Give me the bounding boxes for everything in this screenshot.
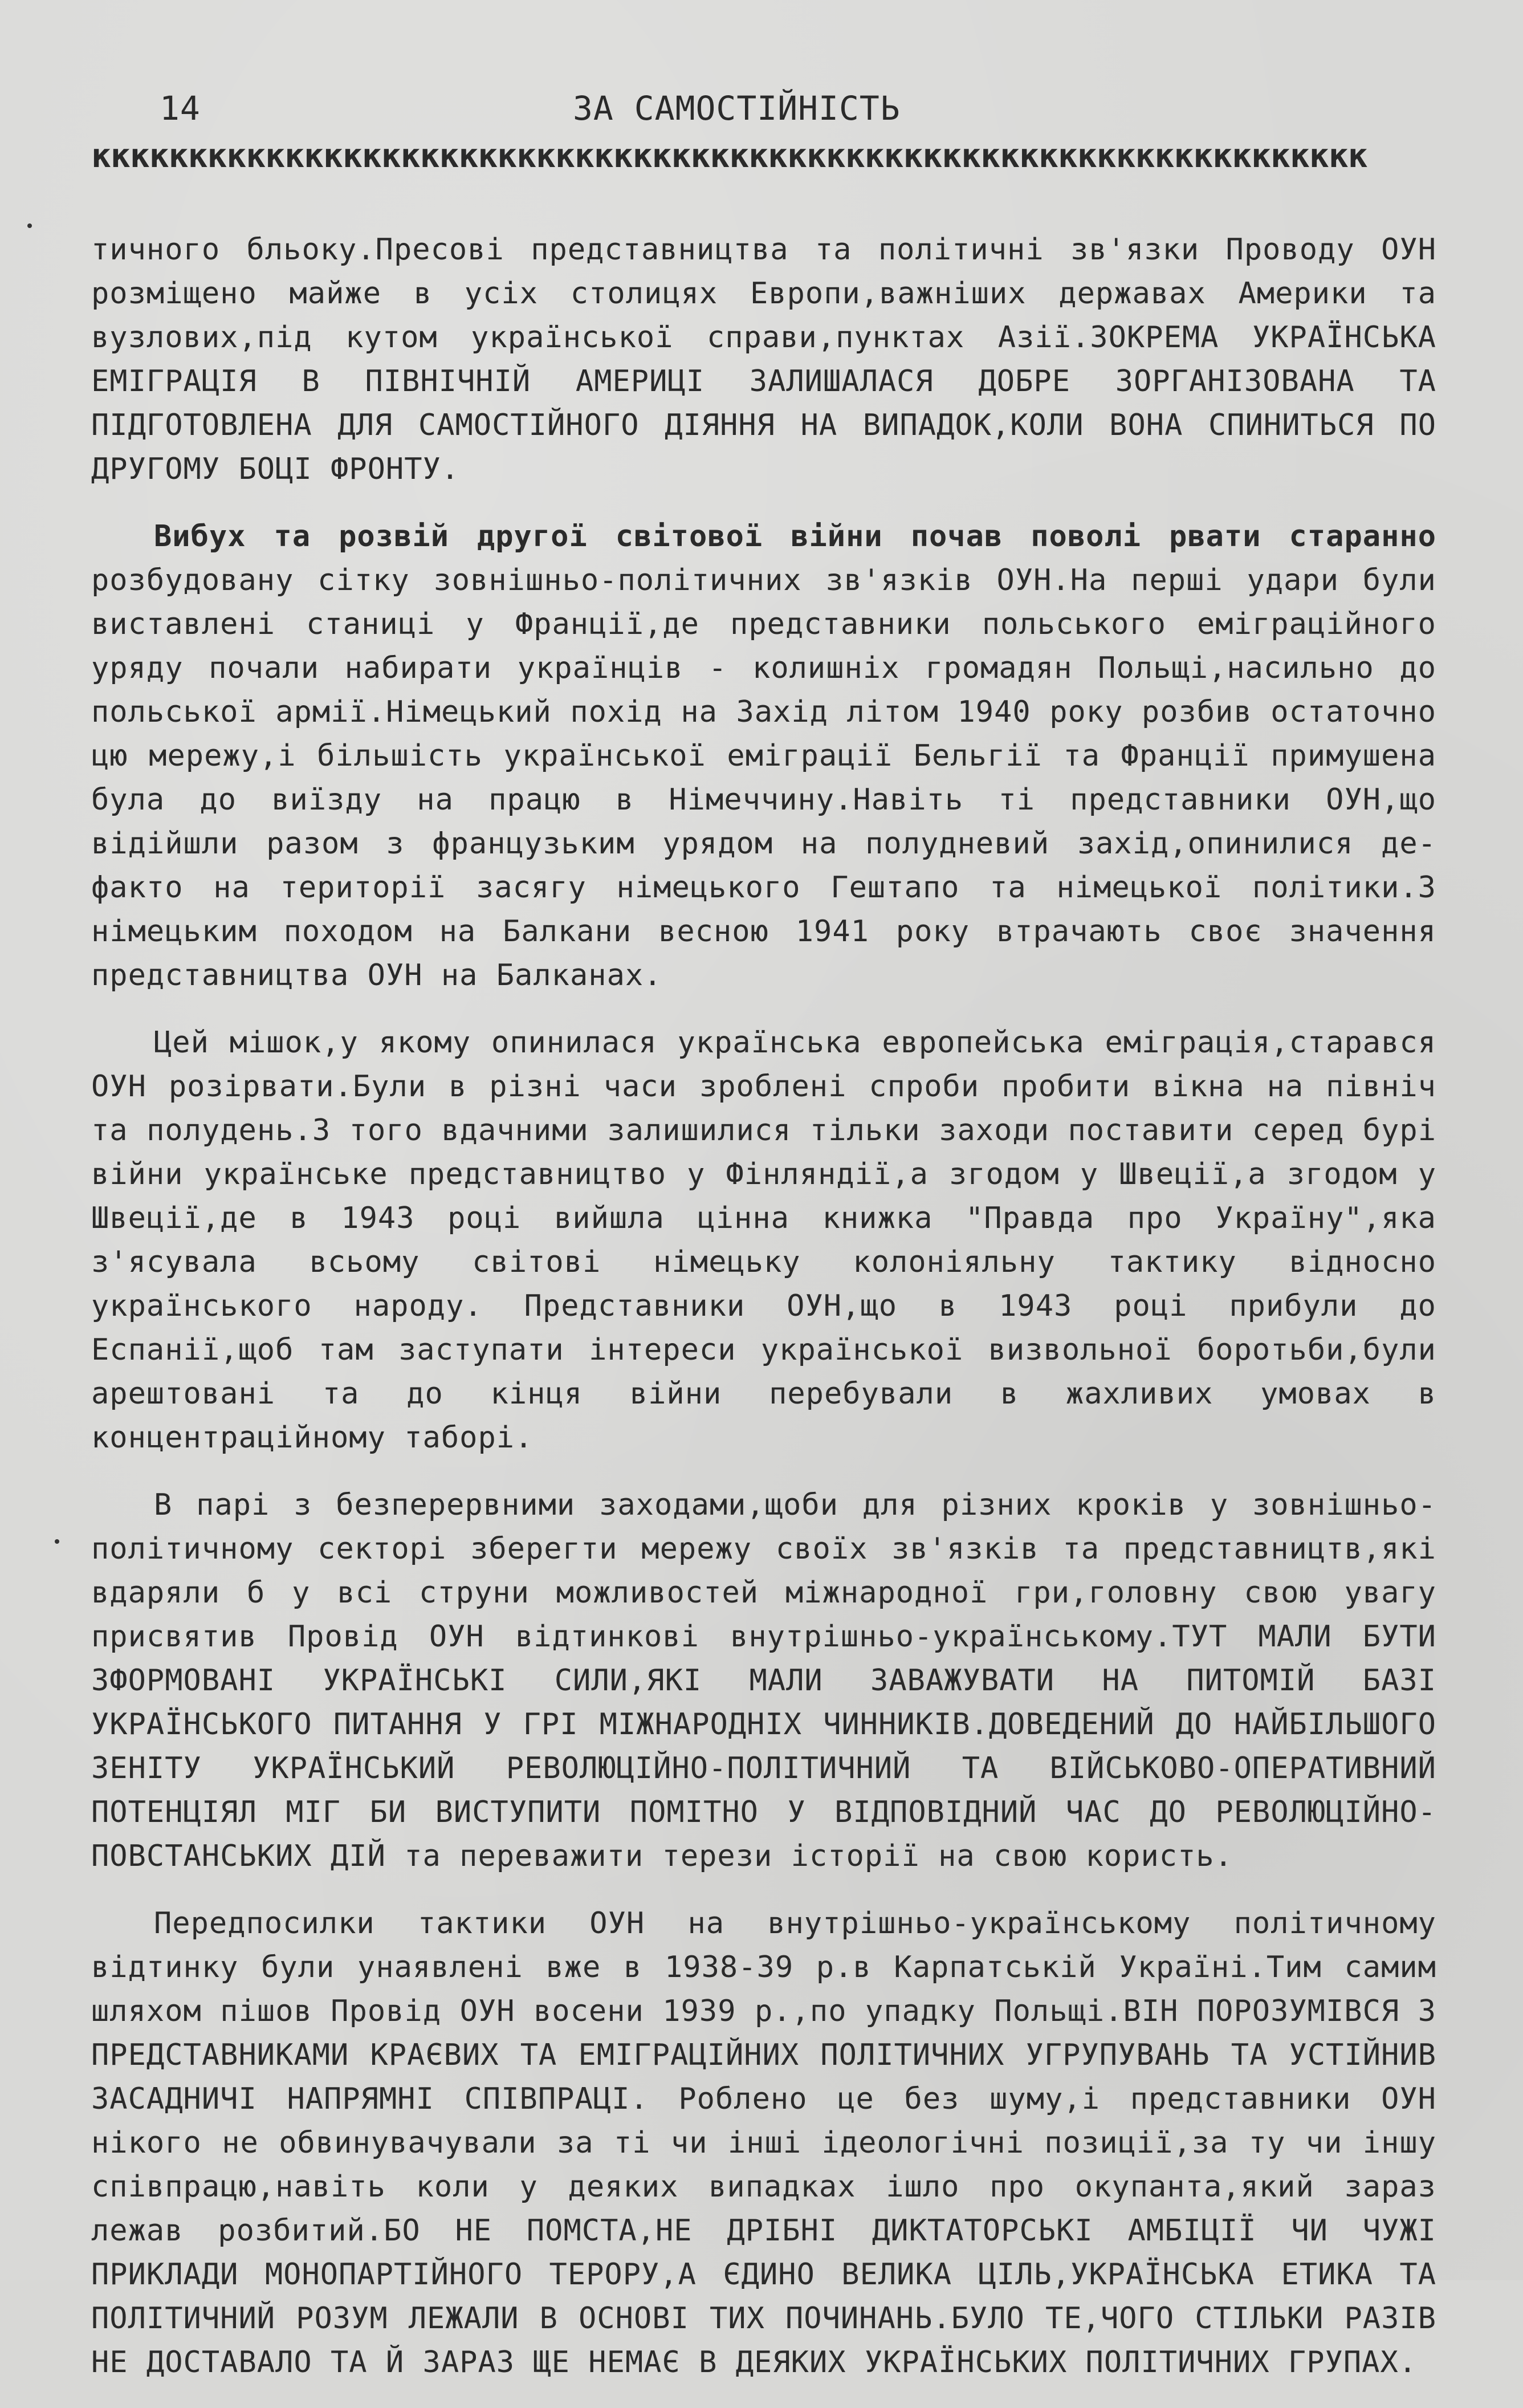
paragraph	[91, 228, 1436, 491]
header-rule: кккккккккккккккккккккккккккккккккккккккккккккккккккккккккккккккккк	[91, 136, 1367, 175]
paragraph	[91, 1483, 1436, 1878]
paragraph-text: Цей мішок,у якому опинилася українська европейська еміграція,старався ОУН розірвати.Були в різні часи зроблені спроби пробити вікна на північ та полудень.З того вдачними залишилися тільки заходи поставити серед бурі війни українське представництво у Фінляндії,а згодом у Швеції,а згодом у Швеції,де в 1943 році вийшла цінна книжка "Правда про Україну",яка з'ясувала всьому світові німецьку колоніяльну тактику відносно українського народу. Представники ОУН,що в 1943 році прибули до Еспанії,щоб там заступати інтереси української визвольної боротьби,були арештовані та до кінця війни перебували в жахливих умовах в концентраційному таборі.	[91, 1026, 1436, 1455]
ink-speck	[27, 223, 32, 228]
article-body	[91, 228, 1436, 2408]
paragraph	[91, 515, 1436, 998]
paragraph-lead: Вибух та розвій другої світової війни почав поволі рвати старанно	[154, 519, 1436, 554]
paragraph-text: тичного бльоку.Пресові представництва та політичні зв'язки Проводу ОУН розміщено майже в усіх столицях Европи,важніших державах Америки та вузлових,під кутом української справи,пунктах Азії.ЗОКРЕМА УКРАЇНСЬКА ЕМІГРАЦІЯ В ПІВНІЧНІЙ АМЕРИЦІ ЗАЛИШАЛАСЯ ДОБРЕ ЗОРГАНІЗОВАНА ТА ПІДГОТОВЛЕНА ДЛЯ САМОСТІЙНОГО ДІЯННЯ НА ВИПАДОК,КОЛИ ВОНА СПИНИТЬСЯ ПО ДРУГОМУ БОЦІ ФРОНТУ.	[91, 233, 1436, 486]
paragraph	[91, 1902, 1436, 2385]
running-title: ЗА САМОСТІЙНІСТЬ	[573, 89, 901, 128]
paragraph-text: В парі з безперервними заходами,щоби для різних кроків у зовнішньо-політичному секторі зберегти мережу своїх зв'язків та представництв,які вдаряли б у всі струни можливостей міжнародної гри,головну свою увагу присвятив Провід ОУН відтинкові внутрішньо-українському.ТУТ МАЛИ БУТИ ЗФОРМОВАНІ УКРАЇНСЬКІ СИЛИ,ЯКІ МАЛИ ЗАВАЖУВАТИ НА ПИТОМІЙ БАЗІ УКРАЇНСЬКОГО ПИТАННЯ У ГРІ МІЖНАРОДНІХ ЧИННИКІВ.ДОВЕДЕНИЙ ДО НАЙБІЛЬШОГО ЗЕНІТУ УКРАЇНСЬКИЙ РЕВОЛЮЦІЙНО-ПОЛІТИЧНИЙ ТА ВІЙСЬКОВО-ОПЕРАТИВНИЙ ПОТЕНЦІЯЛ МІГ БИ ВИСТУПИТИ ПОМІТНО У ВІДПОВІДНИЙ ЧАС ДО РЕВОЛЮЦІЙНО-ПОВСТАНСЬКИХ ДІЙ та переважити терези історії на свою користь.	[91, 1488, 1436, 1873]
paragraph-text: розбудовану сітку зовнішньо-політичних зв'язків ОУН.На перші удари були виставлені станиці у Франції,де представники польського еміграційного уряду почали набирати українців - колишніх громадян Польщі,насильно до польської армії.Німецький похід на Захід літом 1940 року розбив остаточно цю мережу,і більшість української еміграції Бельгії та Франції примушена була до виїзду на працю в Німеччину.Навіть ті представники ОУН,що відійшли разом з французьким урядом на полудневий захід,опинилися де-факто на території засягу німецького Гештапо та німецької політики.З німецьким походом на Балкани весною 1941 року втрачають своє значення представництва ОУН на Балканах.	[91, 563, 1436, 993]
paragraph	[91, 1021, 1436, 1460]
page-number: 14	[160, 89, 201, 128]
page-header	[154, 86, 1396, 131]
paragraph-text: Передпосилки тактики ОУН на внутрішньо-українському політичному відтинку були унаявлені вже в 1938-39 р.в Карпатській Україні.Тим самим шляхом пішов Провід ОУН восени 1939 р.,по упадку Польщі.ВІН ПОРОЗУМІВСЯ З ПРЕДСТАВНИКАМИ КРАЄВИХ ТА ЕМІГРАЦІЙНИХ ПОЛІТИЧНИХ УГРУПУВАНЬ ТА УСТІЙНИВ ЗАСАДНИЧІ НАПРЯМНІ СПІВПРАЦІ. Роблено це без шуму,і представники ОУН нікого не обвинувачували за ті чи інші ідеологічні позиції,за ту чи іншу співпрацю,навіть коли у деяких випадках ішло про окупанта,який зараз лежав розбитий.БО НЕ ПОМСТА,НЕ ДРІБНІ ДИКТАТОРСЬКІ АМБІЦІЇ ЧИ ЧУЖІ ПРИКЛАДИ МОНОПАРТІЙНОГО ТЕРОРУ,А ЄДИНО ВЕЛИКА ЦІЛЬ,УКРАЇНСЬКА ЕТИКА ТА ПОЛІТИЧНИЙ РОЗУМ ЛЕЖАЛИ В ОСНОВІ ТИХ ПОЧИНАНЬ.БУЛО ТЕ,ЧОГО СТІЛЬКИ РАЗІВ НЕ ДОСТАВАЛО ТА Й ЗАРАЗ ЩЕ НЕМАЄ В ДЕЯКИХ УКРАЇНСЬКИХ ПОЛІТИЧНИХ ГРУПАХ.	[91, 1906, 1436, 2379]
ink-speck	[55, 1539, 59, 1544]
